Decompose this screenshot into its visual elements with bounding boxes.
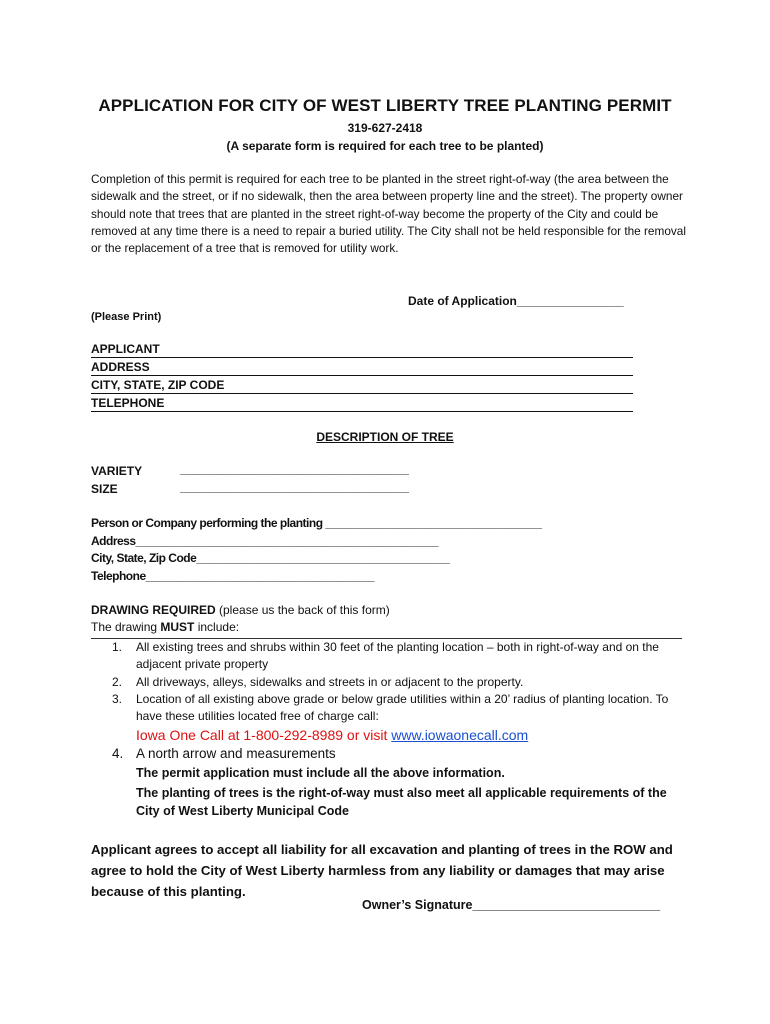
permit-note: The permit application must include all the above information. [136,766,505,780]
planter-name-field[interactable]: Person or Company performing the planting ___________________________________ [91,516,542,530]
telephone-field[interactable]: TELEPHONE [91,395,633,412]
list-number: 2. [112,675,123,689]
page-title: APPLICATION FOR CITY OF WEST LIBERTY TREE PLANTING PERMIT [98,96,672,115]
list-number: 3. [112,692,123,706]
list-number: 4. [112,746,124,761]
date-of-application-field[interactable]: Date of Application________________ [408,294,624,308]
size-field[interactable]: _____________________________________ [180,480,409,494]
list-item [112,745,682,762]
list-number: 1. [112,640,123,654]
intro-paragraph: Completion of this permit is required for each tree to be planted in the street right-of-way (the area between the sidewalk and the street, or if no sidewalk, then the area between property line and the street). The property owner should note that trees that are planted in the street right-of-way become the property of the City and could be removed at any time there is a need to repair a buried utility. The City shall not be held responsible for the removal or the replacement of a tree that is removed for utility work. [91,172,686,256]
phone-number: 319-627-2418 [347,121,423,135]
please-print-note: (Please Print) [91,311,162,323]
list-text: All existing trees and shrubs within 30 feet of the planting location – both in right-of-way and on the adjacent private property [136,640,659,671]
drawing-required-note: (please us the back of this form) [215,603,390,617]
drawing-required-line [91,603,390,617]
drawing-must-line [91,620,239,634]
applicant-field[interactable]: APPLICANT [91,341,633,358]
drawing-required-heading: DRAWING REQUIRED [91,603,216,617]
planter-telephone-field[interactable]: Telephone_____________________________________ [91,569,375,583]
address-field[interactable]: ADDRESS [91,359,633,376]
liability-agreement: Applicant agrees to accept all liability for all excavation and planting of trees in the ROW and agree to hold the City of West Liberty harmless from any liability or damages that may arise because of this planting. [91,842,673,899]
size-label: SIZE [91,482,118,496]
owner-signature-field[interactable]: Owner’s Signature___________________________ [362,898,661,912]
list-item [112,639,682,673]
iowa-one-call-link[interactable]: www.iowaonecall.com [391,727,529,743]
call-text: Iowa One Call at 1-800-292-8989 or visit [136,727,392,743]
must-prefix: The drawing [91,620,161,634]
iowa-one-call-line [136,727,528,743]
subtitle: (A separate form is required for each tree to be planted) [226,139,544,153]
must-word: MUST [160,620,195,634]
list-text: A north arrow and measurements [136,746,336,761]
list-text: Location of all existing above grade or below grade utilities within a 20’ radius of planting location. To have these utilities located free of charge call: [136,692,669,723]
variety-label: VARIETY [91,464,143,478]
planter-city-field[interactable]: City, State, Zip Code_________________________________________ [91,551,450,565]
description-heading: DESCRIPTION OF TREE [316,430,454,444]
variety-field[interactable]: _____________________________________ [180,462,409,476]
list-text: All driveways, alleys, sidewalks and streets in or adjacent to the property. [136,675,524,689]
planter-address-field[interactable]: Address_________________________________________________ [91,534,439,548]
code-note: The planting of trees is the right-of-way must also meet all applicable requirements of the City of West Liberty Municipal Code [136,786,667,818]
must-suffix: include: [194,620,240,634]
list-item [112,691,682,725]
city-state-zip-field[interactable]: CITY, STATE, ZIP CODE [91,377,633,394]
list-item [112,674,682,691]
